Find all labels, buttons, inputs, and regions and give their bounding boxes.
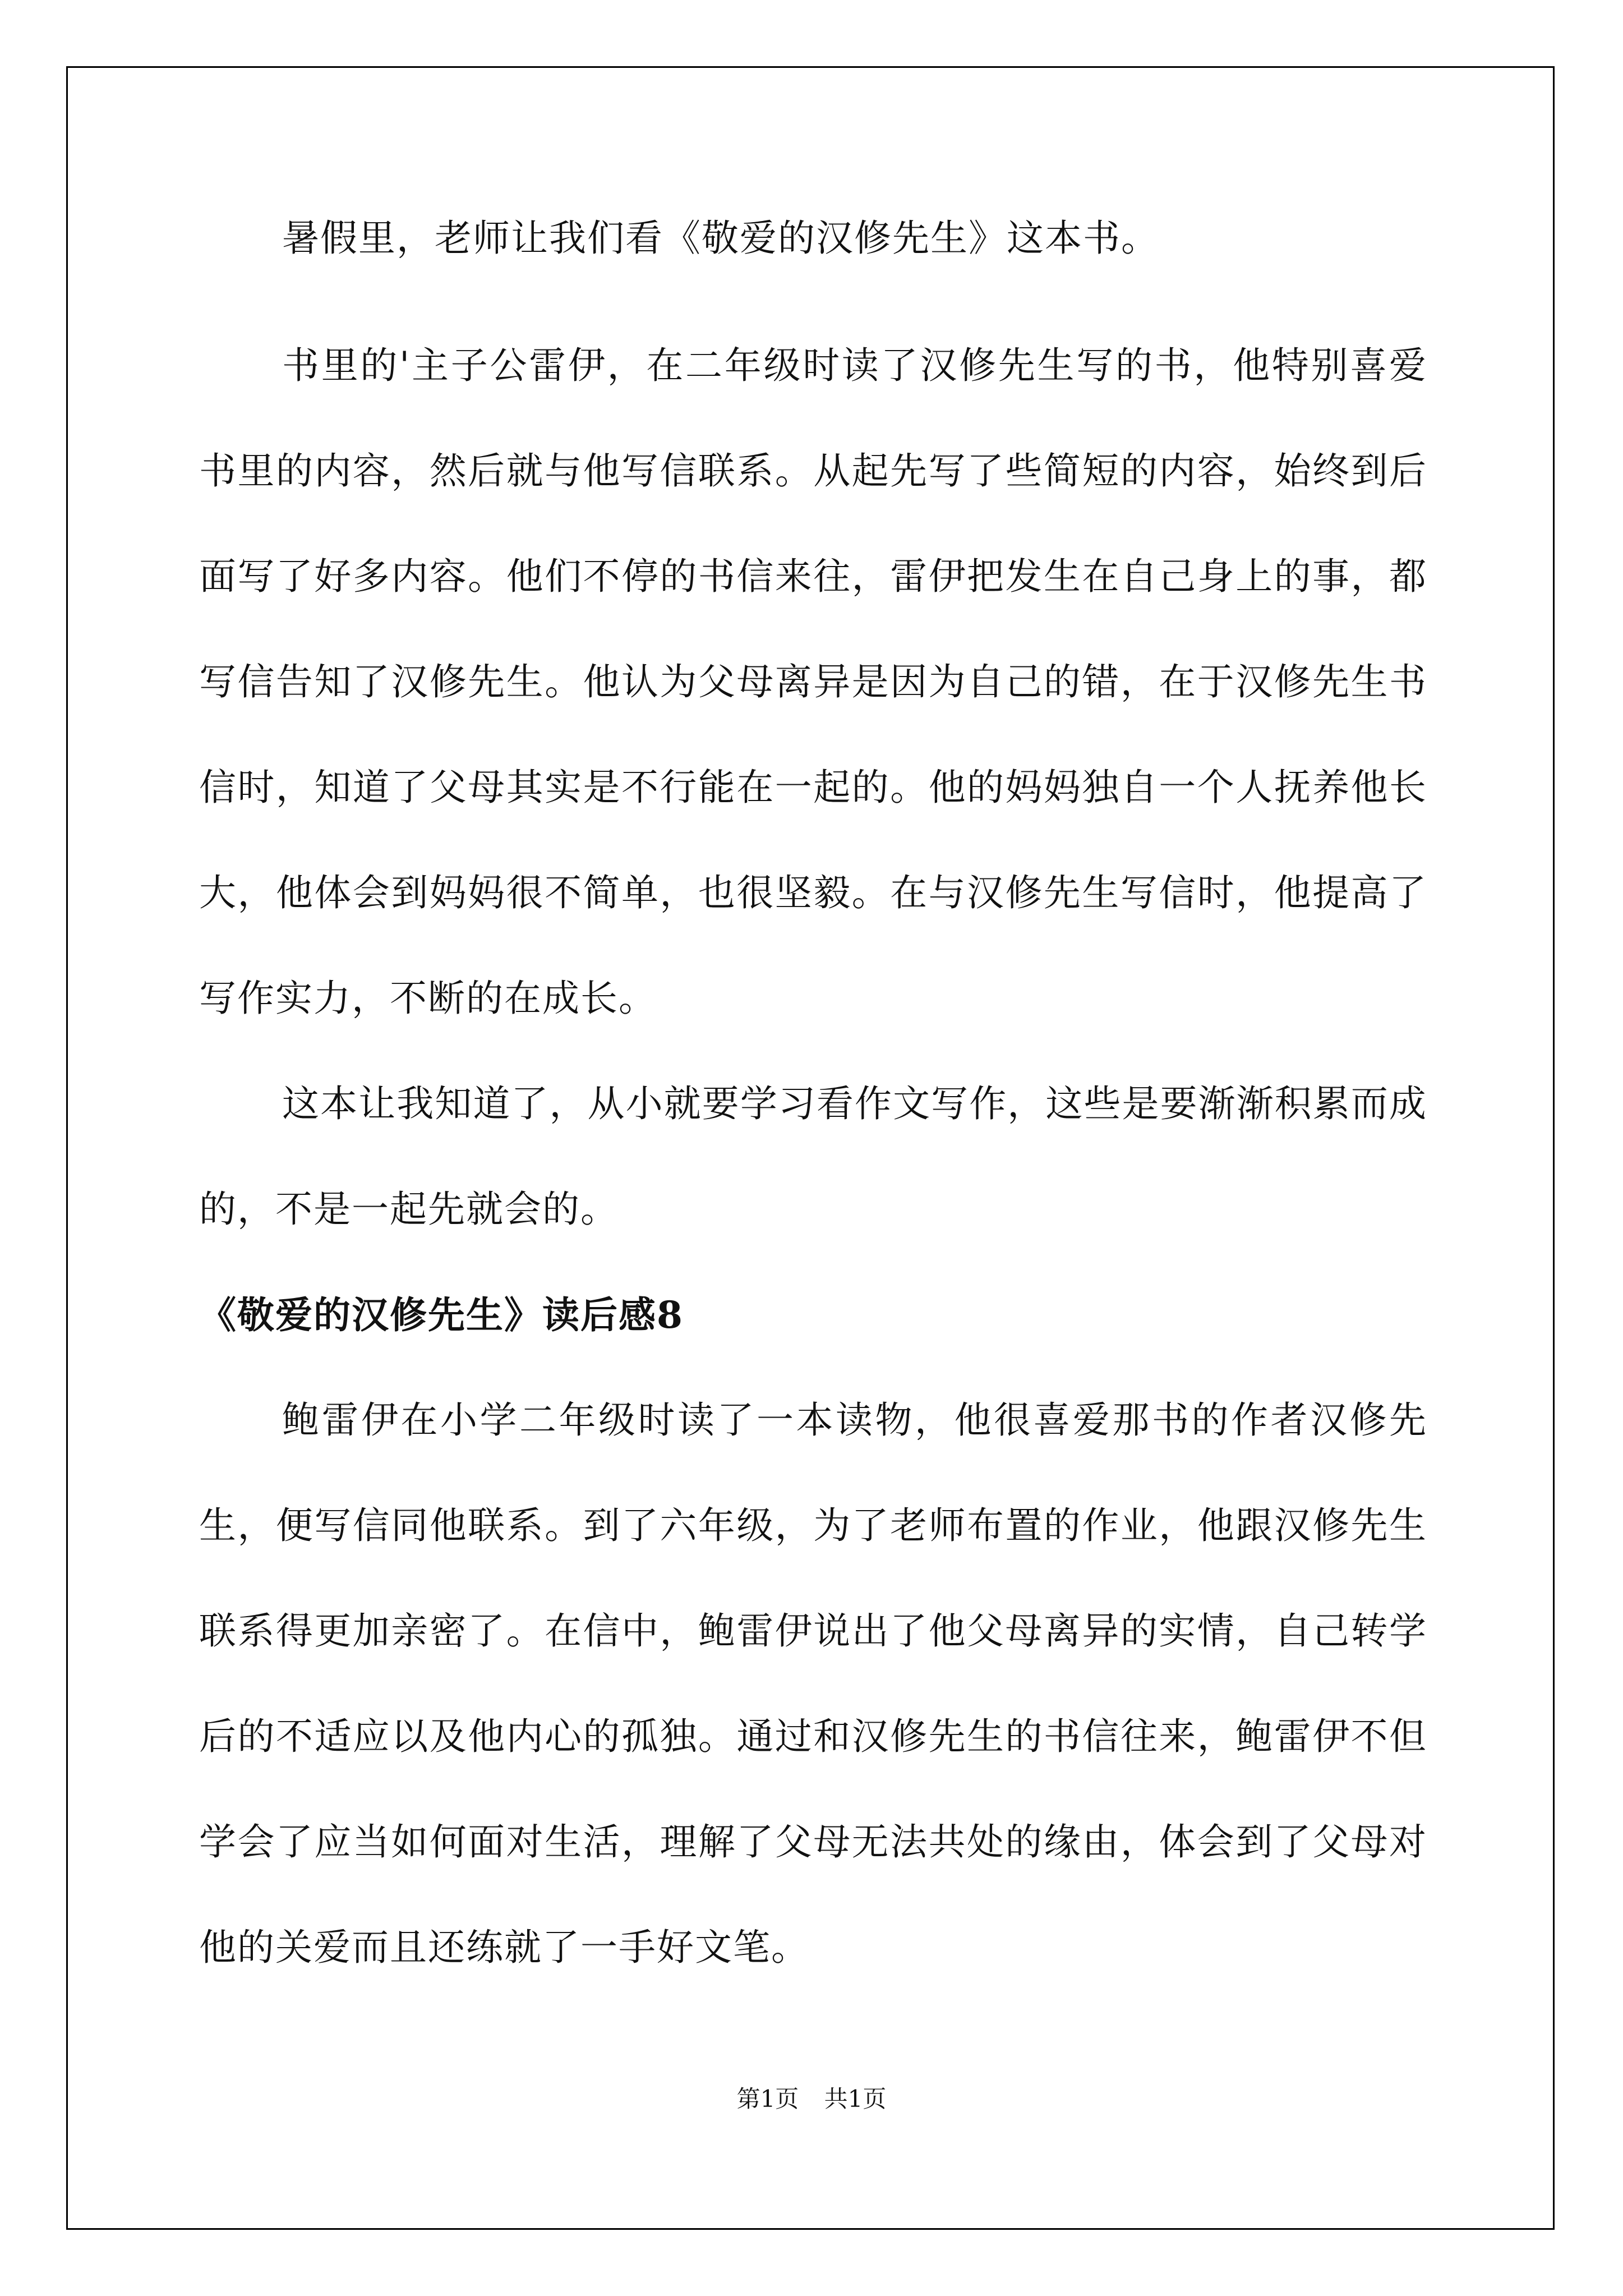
page-footer: [0, 2082, 1623, 2116]
section-title: 《敬爱的汉修先生》读后感8: [199, 1293, 684, 1337]
paragraph: 暑假里，老师让我们看《敬爱的汉修先生》这本书。: [282, 217, 1159, 260]
page-number: 第1页: [736, 2085, 799, 2113]
paragraph: 书里的'主子公雷伊，在二年级时读了汉修先生写的书，他特别喜爱书里的内容，然后就与他写信联系。从起先写了些简短的内容，始终到后面写了好多内容。他们不停的书信来往，雷伊把发生在自己身上的事，都写信告知了汉修先生。他认为父母离异是因为自己的错，在于汉修先生书信时，知道了父母其实是不行能在一起的。他的妈妈独自一个人抚养他长大，他体会到妈妈很不简单，也很坚毅。在与汉修先生写信时，他提高了写作实力，不断的在成长。: [199, 344, 1427, 1020]
document-body: [199, 208, 1427, 2000]
paragraph: 鲍雷伊在小学二年级时读了一本读物，他很喜爱那书的作者汉修先生，便写信同他联系。到了六年级，为了老师布置的作业，他跟汉修先生联系得更加亲密了。在信中，鲍雷伊说出了他父母离异的实情，自己转学后的不适应以及他内心的孤独。通过和汉修先生的书信往来，鲍雷伊不但学会了应当如何面对生活，理解了父母无法共处的缘由，体会到了父母对他的关爱而且还练就了一手好文笔。: [199, 1398, 1427, 1969]
page-total: 共1页: [824, 2085, 887, 2113]
paragraph: 这本让我知道了，从小就要学习看作文写作，这些是要渐渐积累而成的，不是一起先就会的。: [199, 1082, 1427, 1231]
